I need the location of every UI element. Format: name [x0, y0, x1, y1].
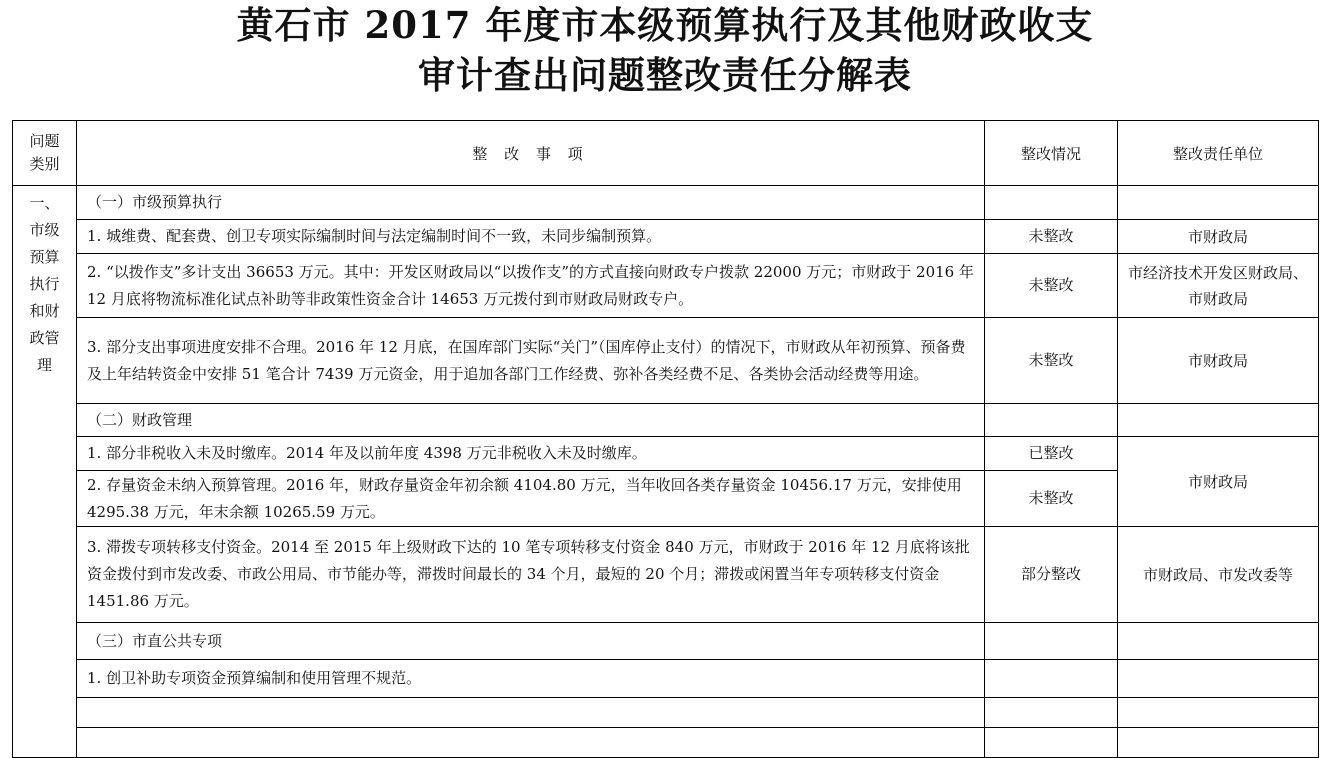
table-row: [13, 254, 1319, 318]
empty-cell: [1118, 660, 1319, 698]
item-cell: 3. 滞拨专项转移支付资金。2014 至 2015 年上级财政下达的 10 笔专项转移支付资金 840 万元，市财政于 2016 年 12 月底将该批资金拨付到市发改委、市政公用局、市节能办等，滞拨时间最长的 34 个月，最短的 20 个月；滞拨或闲置当年专项转移支付资金 1451.86 万元。: [77, 527, 985, 623]
header-unit: 整改责任单位: [1118, 121, 1319, 186]
table-row: [13, 318, 1319, 404]
table-row: [13, 220, 1319, 254]
table-row: [13, 728, 1319, 758]
category-label: 一、市级预算执行和财政管理: [29, 194, 60, 374]
item-cell: 1. 创卫补助专项资金预算编制和使用管理不规范。: [77, 660, 985, 698]
empty-cell: [985, 728, 1118, 758]
empty-cell: [77, 698, 985, 728]
item-cell: 1. 城维费、配套费、创卫专项实际编制时间与法定编制时间不一致，未同步编制预算。: [77, 220, 985, 254]
status-cell: 部分整改: [985, 527, 1118, 623]
unit-cell: 市经济技术开发区财政局、市财政局: [1118, 254, 1319, 318]
section-row: [13, 623, 1319, 660]
empty-cell: [985, 623, 1118, 660]
unit-cell: 市财政局: [1118, 437, 1319, 527]
status-cell: 已整改: [985, 437, 1118, 471]
empty-cell: [1118, 623, 1319, 660]
page-title-line-2: 审计查出问题整改责任分解表: [418, 53, 912, 97]
status-cell: 未整改: [985, 220, 1118, 254]
empty-cell: [1118, 698, 1319, 728]
section-row: [13, 186, 1319, 220]
empty-cell: [1118, 404, 1319, 437]
empty-cell: [985, 660, 1118, 698]
status-cell: 未整改: [985, 471, 1118, 527]
table-row: [13, 527, 1319, 623]
unit-cell: 市财政局: [1118, 318, 1319, 404]
header-status: 整改情况: [985, 121, 1118, 186]
table-row: [13, 660, 1319, 698]
empty-cell: [985, 186, 1118, 220]
empty-cell: [985, 404, 1118, 437]
category-cell: [13, 186, 77, 758]
section-row: [13, 404, 1319, 437]
item-cell: 2. 存量资金未纳入预算管理。2016 年，财政存量资金年初余额 4104.80 万元，当年收回各类存量资金 10456.17 万元，安排使用 4295.38 万元，年末余额 10265.59 万元。: [77, 471, 985, 527]
item-cell: 1. 部分非税收入未及时缴库。2014 年及以前年度 4398 万元非税收入未及时缴库。: [77, 437, 985, 471]
item-cell: 3. 部分支出事项进度安排不合理。2016 年 12 月底，在国库部门实际“关门”（国库停止支付）的情况下，市财政从年初预算、预备费及上年结转资金中安排 51 笔合计 7439 万元资金，用于追加各部门工作经费、弥补各类经费不足、各类协会活动经费等用途。: [77, 318, 985, 404]
header-category: 问题类别: [13, 121, 77, 186]
unit-cell: 市财政局、市发改委等: [1118, 527, 1319, 623]
header-item: 整 改 事 项: [77, 121, 985, 186]
section-label: （三）市直公共专项: [77, 623, 985, 660]
empty-cell: [1118, 728, 1319, 758]
section-label: （二）财政管理: [77, 404, 985, 437]
responsibility-table: [12, 120, 1319, 758]
item-cell: 2. “以拨作支”多计支出 36653 万元。其中：开发区财政局以“以拨作支”的方式直接向财政专户拨款 22000 万元；市财政于 2016 年 12 月底将物流标准化试点补助等非政策性资金合计 14653 万元拨付到市财政局财政专户。: [77, 254, 985, 318]
empty-cell: [1118, 186, 1319, 220]
empty-cell: [985, 698, 1118, 728]
unit-cell: 市财政局: [1118, 220, 1319, 254]
table-header-row: [13, 121, 1319, 186]
section-label: （一）市级预算执行: [77, 186, 985, 220]
page-title-line-1: 黄石市 2017 年度市本级预算执行及其他财政收支: [236, 3, 1094, 47]
table-row: [13, 437, 1319, 471]
status-cell: 未整改: [985, 318, 1118, 404]
table-row: [13, 698, 1319, 728]
status-cell: 未整改: [985, 254, 1118, 318]
empty-cell: [77, 728, 985, 758]
